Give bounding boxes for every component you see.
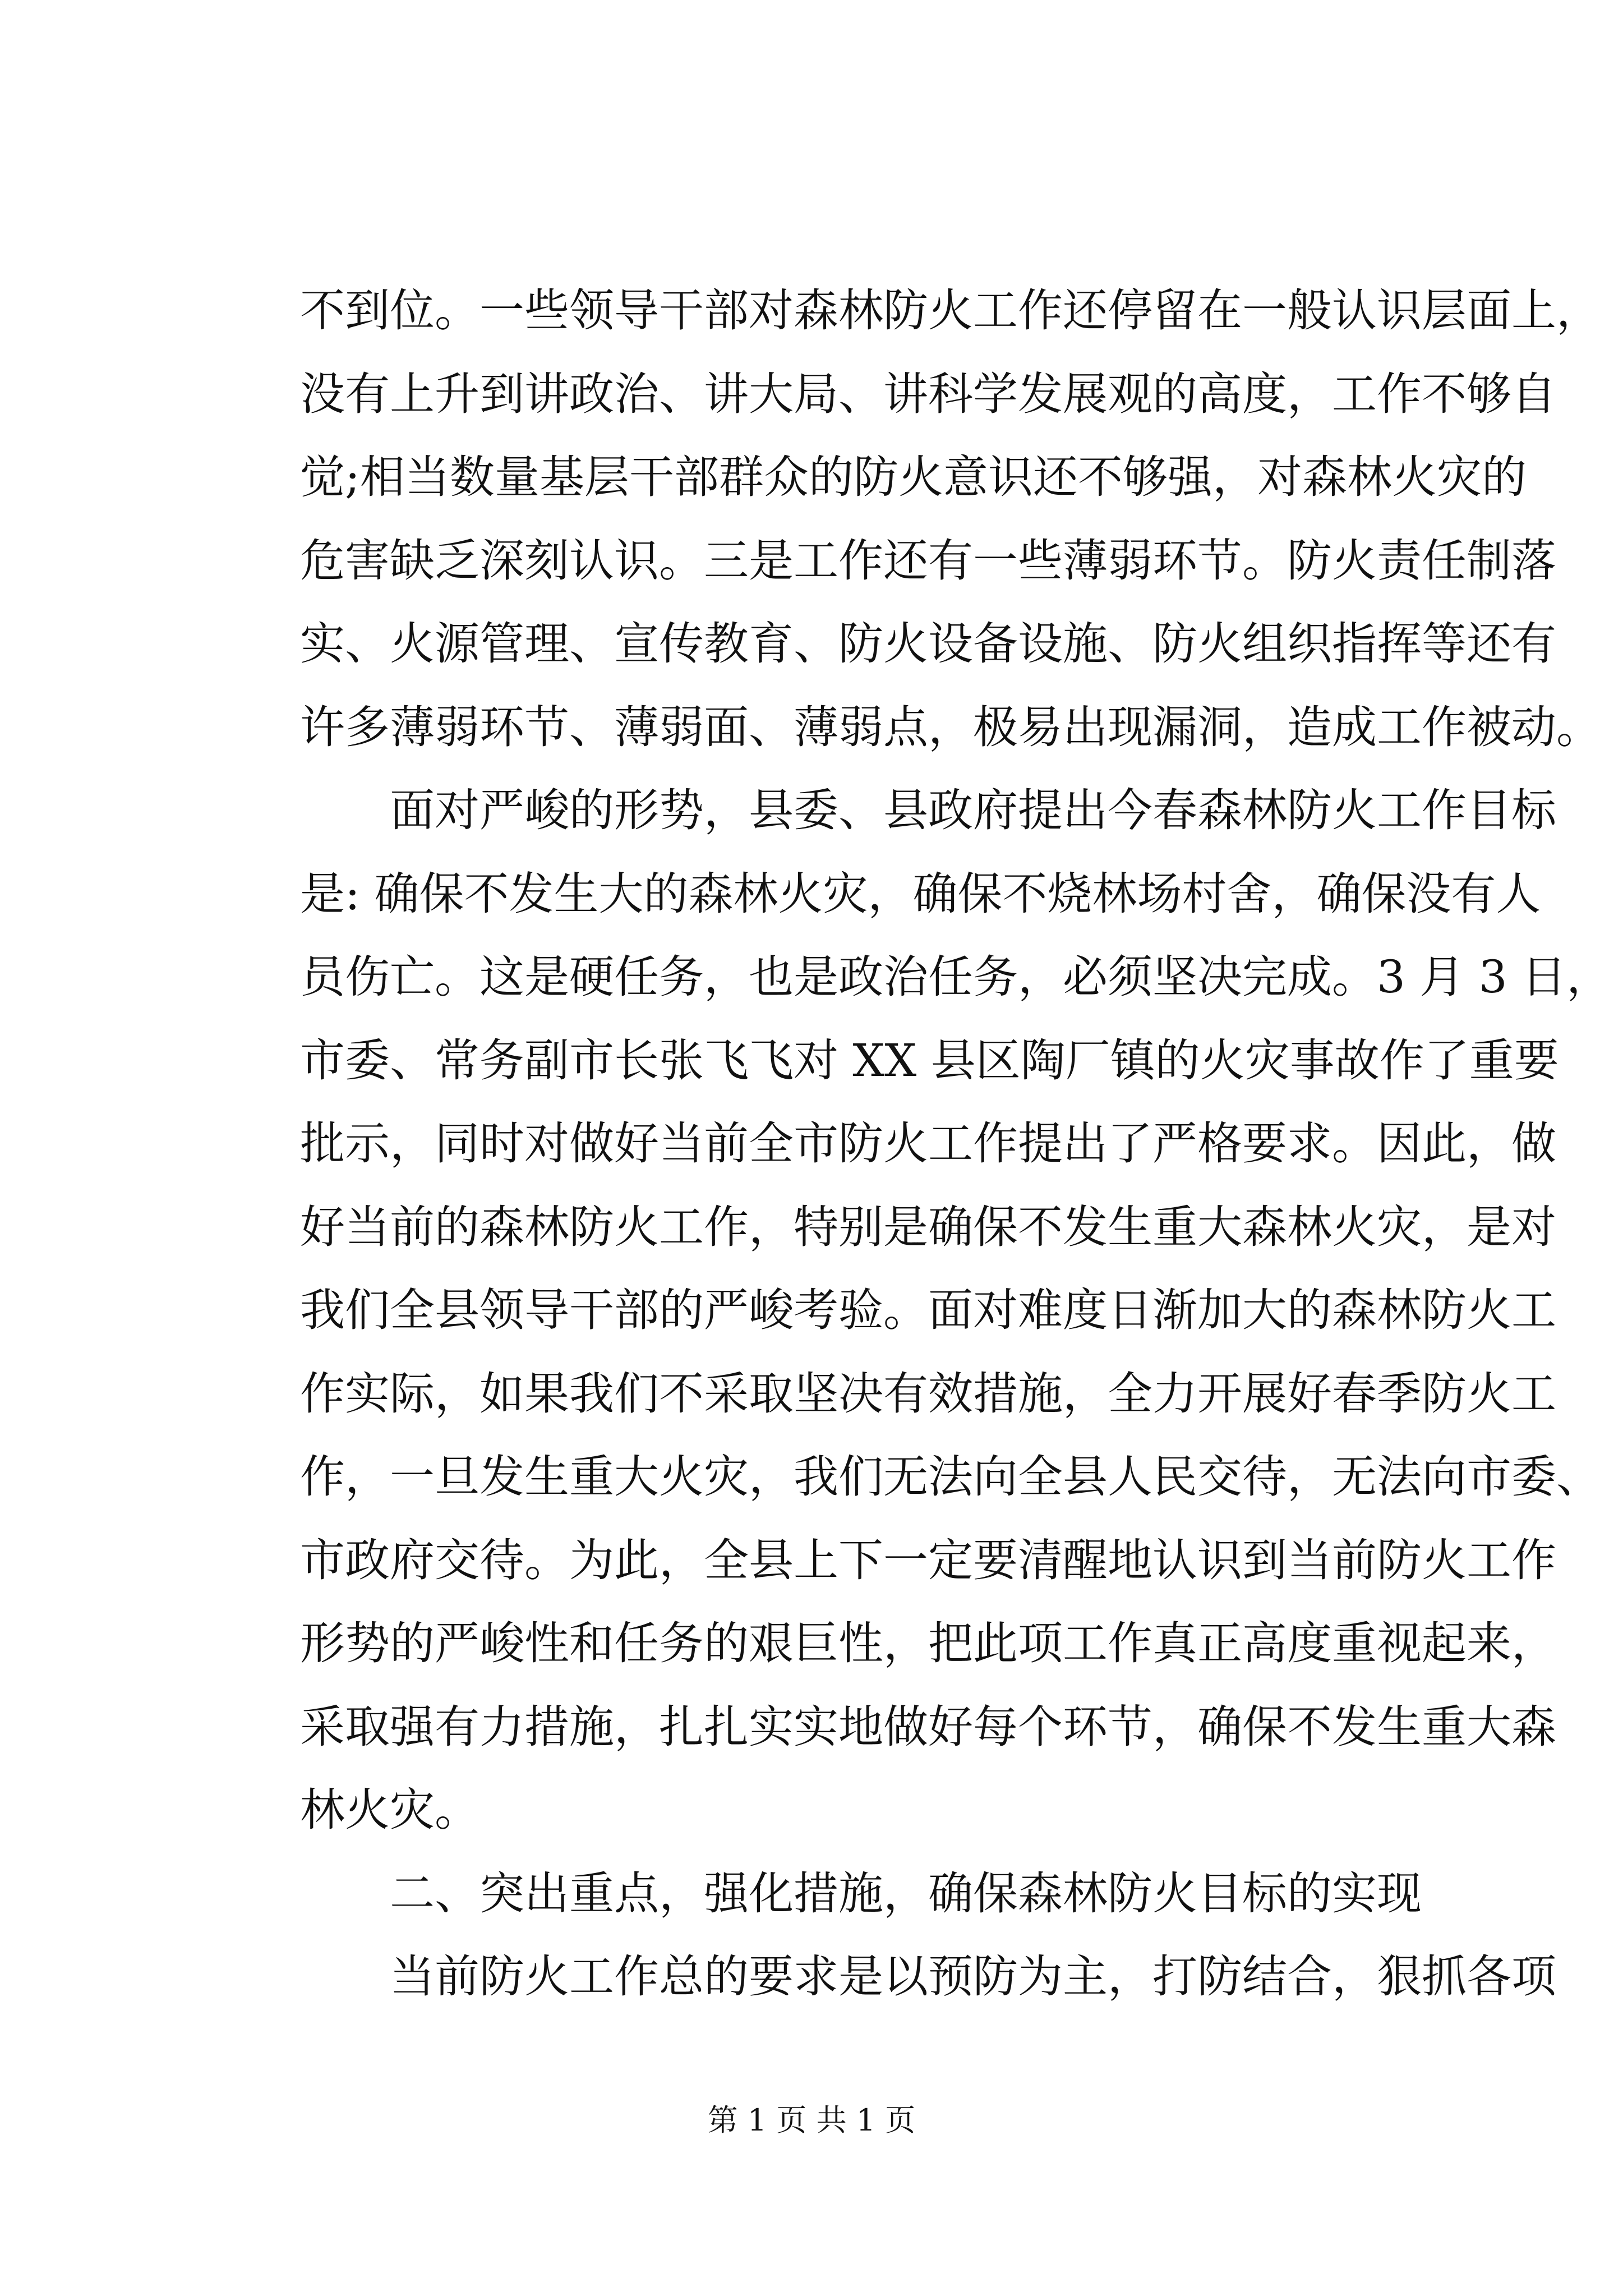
text-line: 我们全县领导干部的严峻考验。面对难度日渐加大的森林防火工 (300, 1284, 1556, 1336)
text-line: 好当前的森林防火工作，特别是确保不发生重大森林火灾，是对 (300, 1200, 1556, 1253)
text-line: 员伤亡。这是硬任务，也是政治任务，必须坚决完成。3 月 3 日， (300, 951, 1612, 1003)
text-line: 市委、常务副市长张飞飞对 XX 县区陶厂镇的火灾事故作了重要 (300, 1034, 1559, 1087)
text-line: 批示，同时对做好当前全市防火工作提出了严格要求。因此，做 (300, 1117, 1556, 1170)
text-line: 二、突出重点，强化措施，确保森林防火目标的实现 (390, 1867, 1422, 1920)
text-line: 形势的严峻性和任务的艰巨性，把此项工作真正高度重视起来， (300, 1617, 1556, 1669)
text-line: 面对严峻的形势，县委、县政府提出今春森林防火工作目标 (390, 784, 1556, 836)
text-line: 没有上升到讲政治、讲大局、讲科学发展观的高度，工作不够自 (300, 367, 1556, 420)
text-line: 采取强有力措施，扎扎实实地做好每个环节，确保不发生重大森 (300, 1700, 1556, 1753)
text-line: 许多薄弱环节、薄弱面、薄弱点，极易出现漏洞，造成工作被动。 (300, 701, 1601, 753)
text-line: 作实际，如果我们不采取坚决有效措施，全力开展好春季防火工 (300, 1367, 1556, 1420)
text-line: 觉;相当数量基层干部群众的防火意识还不够强，对森林火灾的 (300, 451, 1527, 503)
text-line: 林火灾。 (300, 1784, 479, 1836)
text-line: 危害缺乏深刻认识。三是工作还有一些薄弱环节。防火责任制落 (300, 534, 1556, 587)
document-body (300, 269, 1612, 2019)
text-line: 是: 确保不发生大的森林火灾，确保不烧林场村舍，确保没有人 (300, 867, 1541, 920)
text-line: 当前防火工作总的要求是以预防为主，打防结合，狠抓各项 (390, 1950, 1556, 2003)
page-footer: 第 1 页 共 1 页 (707, 2102, 916, 2138)
text-line: 市政府交待。为此，全县上下一定要清醒地认识到当前防火工作 (300, 1534, 1556, 1586)
text-line: 作，一旦发生重大火灾，我们无法向全县人民交待，无法向市委、 (300, 1451, 1601, 1503)
text-line: 实、火源管理、宣传教育、防火设备设施、防火组织指挥等还有 (300, 618, 1556, 670)
text-line: 不到位。一些领导干部对森林防火工作还停留在一般认识层面上， (300, 284, 1601, 337)
